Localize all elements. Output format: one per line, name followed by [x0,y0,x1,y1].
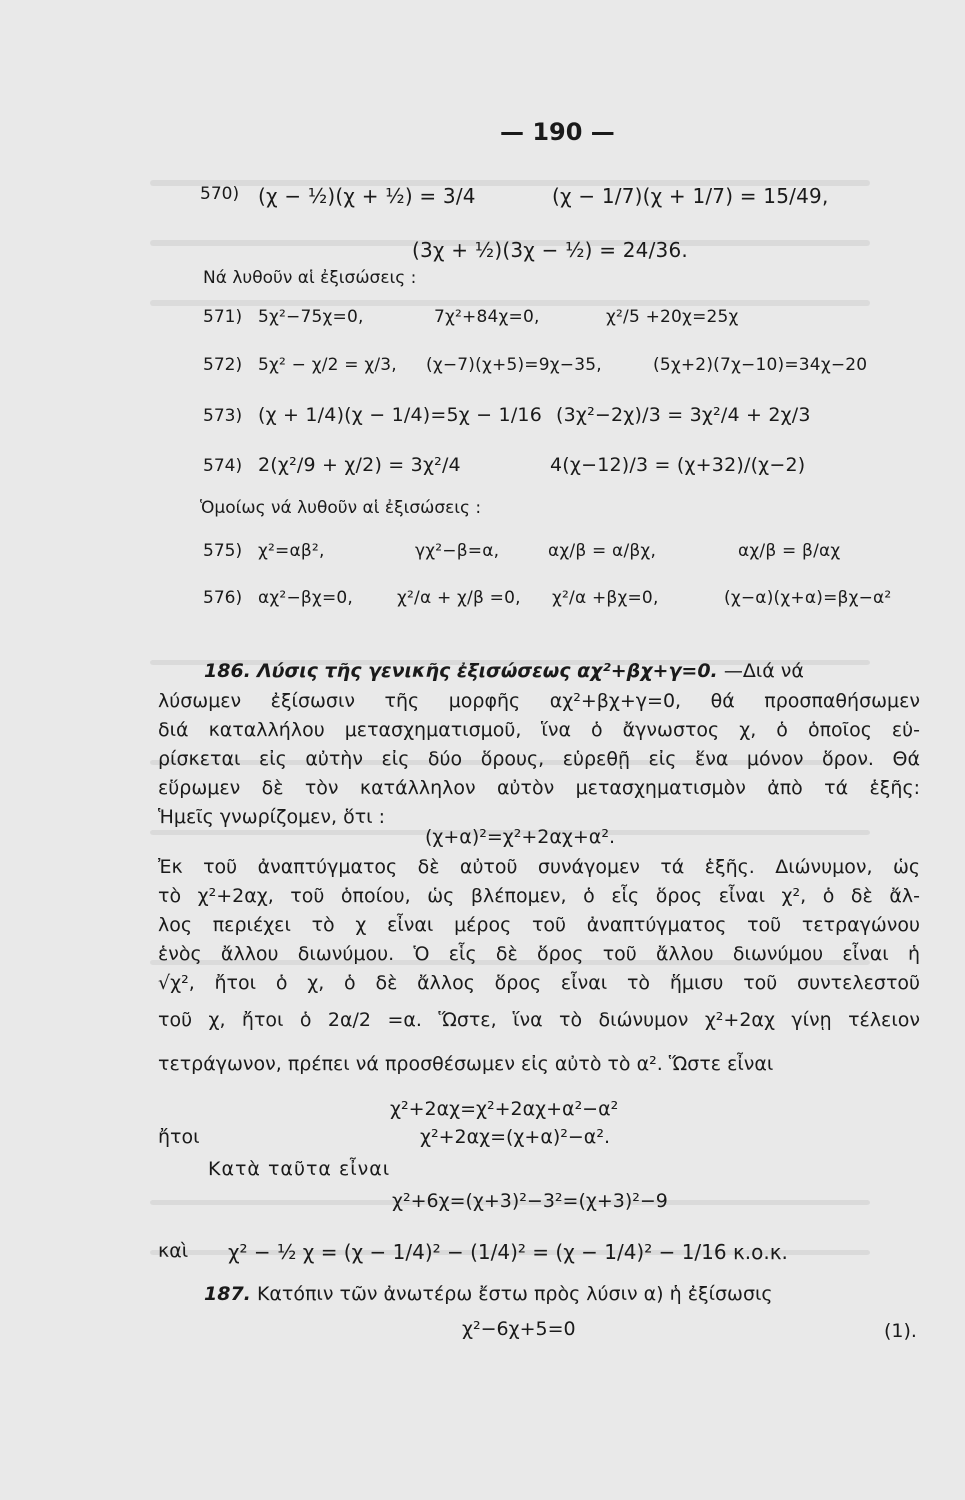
example-eq3: χ²+6χ=(χ+3)²−3²=(χ+3)²−9 [392,1190,668,1212]
completing-square-eq2: χ²+2αχ=(χ+α)²−α². [420,1126,610,1148]
exercise-571-eq-a: 5χ²−75χ=0, [258,307,364,327]
kai-word: καὶ [158,1240,189,1262]
section-187-equation: χ²−6χ+5=0 [462,1318,576,1340]
instruction-solve: Νά λυθοῦν αἱ ἐξισώσεις : [203,268,417,288]
paragraph-line: Ἡμεῖς γνωρίζομεν, ὅτι : [158,806,386,828]
example-eq4: χ² − ½ χ = (χ − 1/4)² − (1/4)² = (χ − 1/4)² − 1/16 κ.ο.κ. [228,1240,788,1264]
section-186-intro: —Διά νά [723,660,804,682]
exercise-574-label: 574) [203,456,243,476]
exercise-573-eq-a: (χ + 1/4)(χ − 1/4)=5χ − 1/16 [258,404,543,426]
section-186-paragraph-2 [158,853,920,1079]
section-187-number: 187. [204,1283,251,1305]
paragraph-line: λύσωμεν ἐξίσωσιν τῆς μορφῆς αχ²+βχ+γ=0, θά προσπαθήσωμεν [158,690,920,712]
exercise-573-eq-b: (3χ²−2χ)/3 = 3χ²/4 + 2χ/3 [556,404,811,426]
paragraph-line: τὸ χ²+2αχ, τοῦ ὁποίου, ὡς βλέπομεν, ὁ εἷς ὅρος εἶναι χ², ὁ δὲ ἄλ- [158,885,920,907]
paragraph-line: λος περιέχει τὸ χ εἶναι μέρος τοῦ ἀναπτύγματος τοῦ τετραγώνου [158,914,920,936]
exercise-574-eq-b: 4(χ−12)/3 = (χ+32)/(χ−2) [550,454,806,476]
exercise-576-eq-d: (χ−α)(χ+α)=βχ−α² [724,588,892,608]
section-186-number: 186. [204,660,251,682]
exercise-570-eq-b: (χ − 1/7)(χ + 1/7) = 15/49, [552,184,829,208]
exercise-570-eq-a: (χ − ½)(χ + ½) = 3/4 [258,184,476,208]
exercise-575-label: 575) [203,541,243,561]
exercise-576-label: 576) [203,588,243,608]
kata-tauta-line: Κατὰ ταῦτα εἶναι [208,1158,391,1180]
exercise-573-label: 573) [203,406,243,426]
binomial-identity: (χ+α)²=χ²+2αχ+α². [425,826,615,848]
exercise-570-eq-c: (3χ + ½)(3χ − ½) = 24/36. [412,238,688,262]
paragraph-line: Ἐκ τοῦ ἀναπτύγματος δὲ αὐτοῦ συνάγομεν τά ἑξῆς. Διώνυμον, ὡς [158,856,920,878]
completing-square-eq1: χ²+2αχ=χ²+2αχ+α²−α² [390,1098,619,1120]
paragraph-line: διά καταλλήλου μετασχηματισμοῦ, ἵνα ὁ ἄγνωστος χ, ὁ ὁποῖος εὑ- [158,719,920,741]
exercise-575-eq-c: αχ/β = α/βχ, [548,541,657,561]
paragraph-line: εὕρωμεν δὲ τὸν κατάλληλον αὐτὸν μετασχηματισμὸν ἀπὸ τά ἑξῆς: [158,777,920,799]
paragraph-line: ἑνὸς ἄλλου διωνύμου. Ὁ εἷς δὲ ὅρος τοῦ ἄλλου διωνύμου εἶναι ἡ [158,943,920,965]
exercise-574-eq-a: 2(χ²/9 + χ/2) = 3χ²/4 [258,454,461,476]
section-186-heading [204,660,804,682]
exercise-572-eq-c: (5χ+2)(7χ−10)=34χ−20 [653,355,868,375]
exercise-571-eq-c: χ²/5 +20χ=25χ [606,307,739,327]
etoi-word: ἤτοι [158,1126,200,1148]
exercise-576-eq-a: αχ²−βχ=0, [258,588,354,608]
section-186-paragraph [158,687,920,832]
exercise-572-eq-b: (χ−7)(χ+5)=9χ−35, [426,355,602,375]
exercise-570-label: 570) [200,184,240,204]
paragraph-line: τετράγωνον, πρέπει νά προσθέσωμεν εἰς αὐτὸ τὸ α². Ὥστε εἶναι [158,1053,774,1075]
exercise-576-eq-b: χ²/α + χ/β =0, [397,588,521,608]
exercise-572-eq-a: 5χ² − χ/2 = χ/3, [258,355,397,375]
page-number: — 190 — [500,118,615,146]
exercise-572-label: 572) [203,355,243,375]
section-187-heading [204,1283,773,1305]
paragraph-line: √χ², ἤτοι ὁ χ, ὁ δὲ ἄλλος ὅρος εἶναι τὸ ἥμισυ τοῦ συντελεστοῦ [158,972,920,994]
exercise-575-eq-a: χ²=αβ², [258,541,325,561]
paragraph-line: ρίσκεται εἰς αὐτὴν εἰς δύο ὅρους, εὑρεθῇ εἰς ἕνα μόνον ὅρον. Θά [158,748,920,770]
section-187-text: Κατόπιν τῶν ἀνωτέρω ἔστω πρὸς λύσιν α) ἡ ἐξίσωσις [256,1283,773,1305]
exercise-571-label: 571) [203,307,243,327]
instruction-solve-similarly: Ὁμοίως νά λυθοῦν αἱ ἐξισώσεις : [200,498,482,518]
exercise-571-eq-b: 7χ²+84χ=0, [434,307,540,327]
paragraph-line: τοῦ χ, ἤτοι ὁ 2α/2 =α. Ὥστε, ἵνα τὸ διώνυμον χ²+2αχ γίνῃ τέλειον [158,1009,920,1031]
exercise-575-eq-d: αχ/β = β/αχ [738,541,841,561]
exercise-575-eq-b: γχ²−β=α, [415,541,500,561]
exercise-576-eq-c: χ²/α +βχ=0, [552,588,659,608]
section-187-equation-number: (1). [884,1320,917,1342]
section-186-title: Λύσις τῆς γενικῆς ἐξισώσεως αχ²+βχ+γ=0. [256,660,718,682]
